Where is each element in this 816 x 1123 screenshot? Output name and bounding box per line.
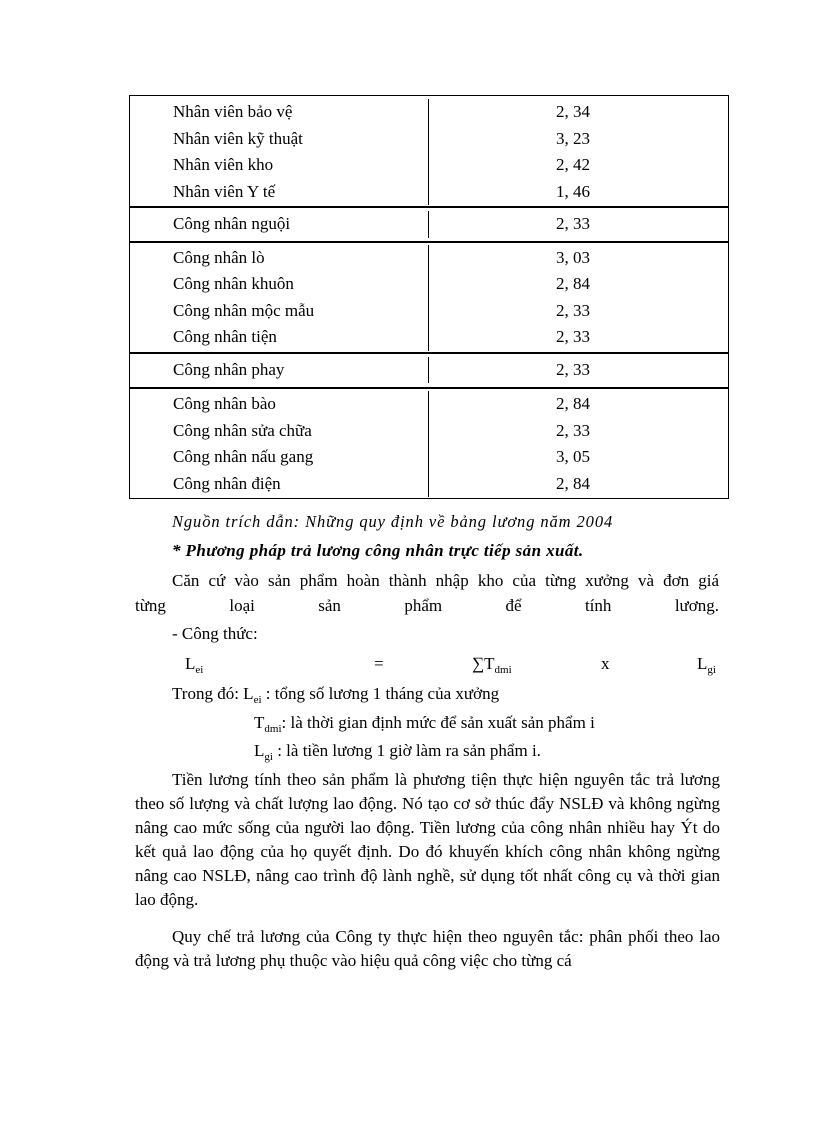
- table-cell-value: 2, 33: [556, 327, 590, 346]
- formula-sum-t: $\sum T_{dmi}$: [472, 654, 512, 676]
- table-cell-name: Công nhân phay: [173, 359, 285, 379]
- paragraph-piece-wage: [135, 768, 720, 912]
- name-column: [130, 357, 429, 384]
- table-cell-name: Nhân viên Y tế: [173, 181, 276, 201]
- table-cell-name: Công nhân khuôn: [173, 274, 294, 293]
- table-cell-value: 2, 84: [556, 394, 590, 413]
- table-cell-value: 2, 33: [556, 300, 590, 320]
- table-cell-value: 2, 33: [556, 420, 590, 440]
- value-column: [429, 245, 728, 351]
- method-heading: * Phương pháp trả lương công nhân trực tiếp sản xuất.: [172, 541, 584, 560]
- definition-t-dmi: $T_{dmi}$: là thời gian định mức để sản xuất sản phẩm i: [254, 713, 595, 735]
- definition-l-gi: $L_{gi}$ : là tiền lương 1 giờ làm ra sản phẩm i.: [254, 741, 541, 763]
- intro-line-2: từng loại sản phẩm để tính lương.: [135, 596, 719, 615]
- table-cell-value: 2, 42: [556, 155, 590, 174]
- table-cell-value: 2, 33: [556, 359, 590, 379]
- table-cell-value: 3, 23: [556, 128, 590, 148]
- table-cell-name: Công nhân điện: [173, 473, 281, 493]
- name-column: [130, 245, 429, 351]
- value-column: [429, 391, 728, 497]
- formula-times: x: [601, 654, 610, 673]
- table-cell-value: 1, 46: [556, 181, 590, 201]
- formula-rhs: $L_{gi}$: [697, 654, 716, 676]
- source-note: Nguồn trích dẫn: Những quy định về bảng lương năm 2004: [172, 512, 614, 531]
- table-cell-name: Nhân viên kho: [173, 155, 274, 174]
- table-cell-name: Công nhân nấu gang: [173, 447, 314, 466]
- table-group: [130, 96, 728, 208]
- table-cell-value: 2, 84: [556, 473, 590, 493]
- table-group: [130, 389, 728, 499]
- value-column: [429, 357, 728, 384]
- formula-equals: =: [374, 654, 384, 673]
- value-column: [429, 99, 728, 205]
- formula-lhs: $L_{ei}$: [185, 654, 204, 676]
- table-cell-value: 3, 03: [556, 247, 590, 267]
- table-group: [130, 243, 728, 354]
- intro-line-1: Căn cứ vào sản phẩm hoàn thành nhập kho của từng xưởng và đơn giá: [172, 571, 719, 590]
- value-column: [429, 211, 728, 238]
- formula-label: - Công thức:: [172, 624, 258, 643]
- name-column: [130, 99, 429, 205]
- table-cell-name: Công nhân tiện: [173, 327, 277, 346]
- definition-l-ei: Trong đó: $L_{ei}$ : tổng số lương 1 tháng của xưởng: [172, 684, 500, 706]
- table-group: [130, 354, 728, 390]
- table-cell-name: Công nhân bào: [173, 394, 276, 413]
- wage-coefficient-table: [129, 95, 729, 499]
- paragraph-wage-rules: [135, 925, 720, 973]
- table-cell-value: 2, 33: [556, 214, 590, 233]
- formula: [0, 654, 816, 678]
- table-cell-name: Công nhân mộc mẫu: [173, 300, 315, 320]
- table-group: [130, 208, 728, 243]
- table-cell-name: Nhân viên kỹ thuật: [173, 128, 303, 148]
- table-cell-name: Công nhân lò: [173, 247, 265, 267]
- table-cell-value: 2, 34: [556, 102, 590, 121]
- name-column: [130, 391, 429, 497]
- table-cell-name: Công nhân sửa chữa: [173, 420, 312, 440]
- table-cell-name: Nhân viên bảo vệ: [173, 102, 293, 121]
- name-column: [130, 211, 429, 238]
- paragraph-text: Quy chế trả lương của Công ty thực hiện theo nguyên tắc: phân phối theo lao động và trả lương phụ thuộc vào hiệu quả công việc cho từng cá: [135, 927, 720, 970]
- table-cell-value: 3, 05: [556, 447, 590, 466]
- paragraph-text: Tiền lương tính theo sản phẩm là phương tiện thực hiện nguyên tắc trả lương theo số lượng và chất lượng lao động. Nó tạo cơ sở thúc đẩy NSLĐ và không ngừng nâng cao mức sống của người lao động. Tiền lương của công nhân nhiều hay Ýt do kết quả lao động của họ quyết định. Do đó khuyến khích công nhân không ngừng nâng cao NSLĐ, nâng cao trình độ lành nghề, sử dụng tốt nhất công cụ và thời gian lao động.: [135, 770, 720, 909]
- table-cell-value: 2, 84: [556, 274, 590, 293]
- table-cell-name: Công nhân nguội: [173, 214, 291, 233]
